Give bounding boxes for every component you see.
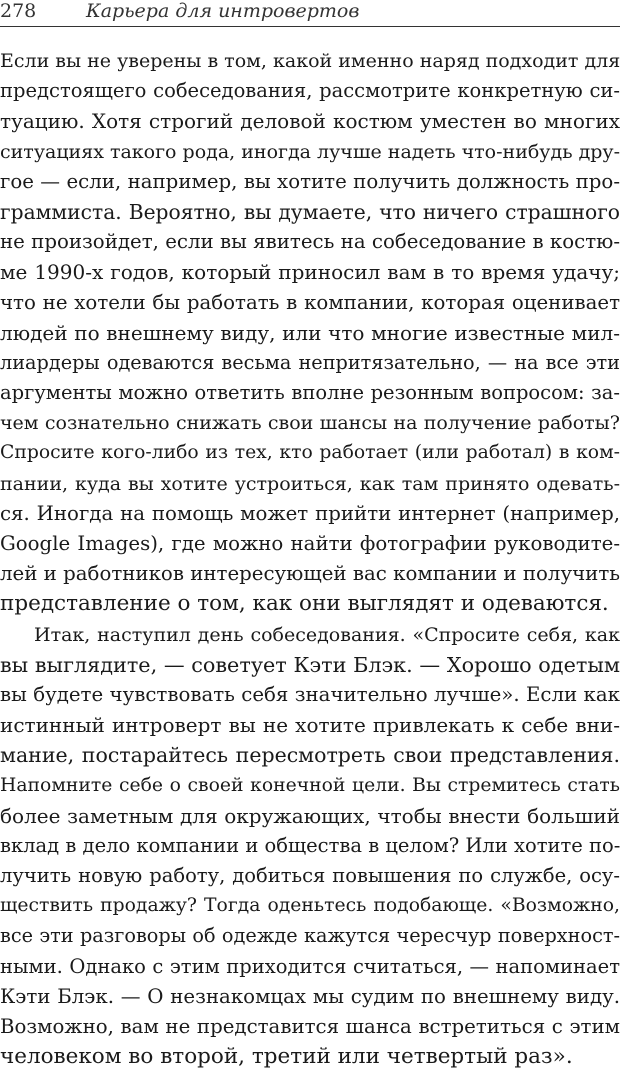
- text-line: чем сознательно снижать свои шансы на получение работы?: [0, 412, 620, 435]
- text-line: мание, постарайтесь пересмотреть свои представления.: [0, 743, 620, 768]
- text-line: Возможно, вам не представится шанса встретиться с этим: [0, 1015, 620, 1038]
- text-line: представление о том, как они выглядят и одеваются.: [0, 591, 609, 617]
- text-line: человеком во второй, третий или четвертый раз».: [0, 1044, 573, 1070]
- page-number: 278: [0, 0, 37, 22]
- text-line: лиардеры одеваются весьма непритязательно, — на все эти: [0, 350, 620, 374]
- running-title: Карьера для интровертов: [86, 0, 360, 22]
- text-line: все эти разговоры об одежде кажутся чересчур поверхност-: [0, 924, 620, 948]
- text-line: Спросите кого-либо из тех, кто работает (или работал) в ком-: [0, 442, 620, 464]
- text-line: вы выглядите, — советует Кэти Блэк. — Хорошо одетым: [0, 652, 620, 677]
- text-line: людей по внешнему виду, или что многие известные мил-: [0, 320, 620, 345]
- body-text: [0, 46, 620, 1072]
- text-line: предстоящего собеседования, рассмотрите конкретную си-: [0, 79, 620, 103]
- text-line: что не хотели бы работать в компании, которая оценивает: [0, 290, 620, 314]
- text-line: более заметным для окружающих, чтобы внести больший: [0, 803, 620, 828]
- text-line: ными. Однако с этим приходится считаться, — напоминает: [0, 954, 620, 978]
- text-line: вклад в дело компании и общества в целом? Или хотите по-: [0, 833, 620, 857]
- text-line: не произойдет, если вы явитесь на собеседование в костю-: [0, 230, 620, 254]
- text-line: граммиста. Вероятно, вы думаете, что ничего страшного: [0, 199, 620, 224]
- text-line: ситуациях такого рода, иногда лучше надеть что-нибудь дру-: [0, 140, 620, 163]
- text-line: аргументы можно ответить вполне резонным вопросом: за-: [0, 381, 620, 405]
- text-line: Если вы не уверены в том, какой именно наряд подходит для: [0, 50, 620, 72]
- running-header: [0, 0, 620, 27]
- text-line: ме 1990-х годов, который приносил вам в то время удачу;: [0, 260, 620, 285]
- text-line: Google Images), где можно найти фотографии руководите-: [0, 532, 620, 555]
- text-line: пании, куда вы хотите устроиться, как там принято одевать-: [0, 472, 620, 495]
- text-line: вы будете чувствовать себя значительно лучше». Если как: [0, 682, 620, 706]
- text-line: туацию. Хотя строгий деловой костюм уместен во многих: [0, 109, 620, 134]
- text-line: истинный интроверт вы не хотите привлекать к себе вни-: [0, 713, 620, 738]
- text-line: Напомните себе о своей конечной цели. Вы стремитесь стать: [0, 774, 620, 796]
- text-line: ся. Иногда на помощь может прийти интернет (например,: [0, 501, 620, 525]
- text-line: лучить новую работу, добиться повышения по службе, осу-: [0, 864, 620, 888]
- text-line: Кэти Блэк. — О незнакомцах мы судим по внешнему виду.: [0, 984, 620, 1008]
- text-line: ществить продажу? Тогда оденьтесь подобающе. «Возможно,: [0, 895, 620, 917]
- text-line: гое — если, например, вы хотите получить должность про-: [0, 169, 620, 193]
- text-line: лей и работников интересующей вас компании и получить: [0, 562, 620, 586]
- text-line: Итак, наступил день собеседования. «Спросите себя, как: [34, 623, 620, 646]
